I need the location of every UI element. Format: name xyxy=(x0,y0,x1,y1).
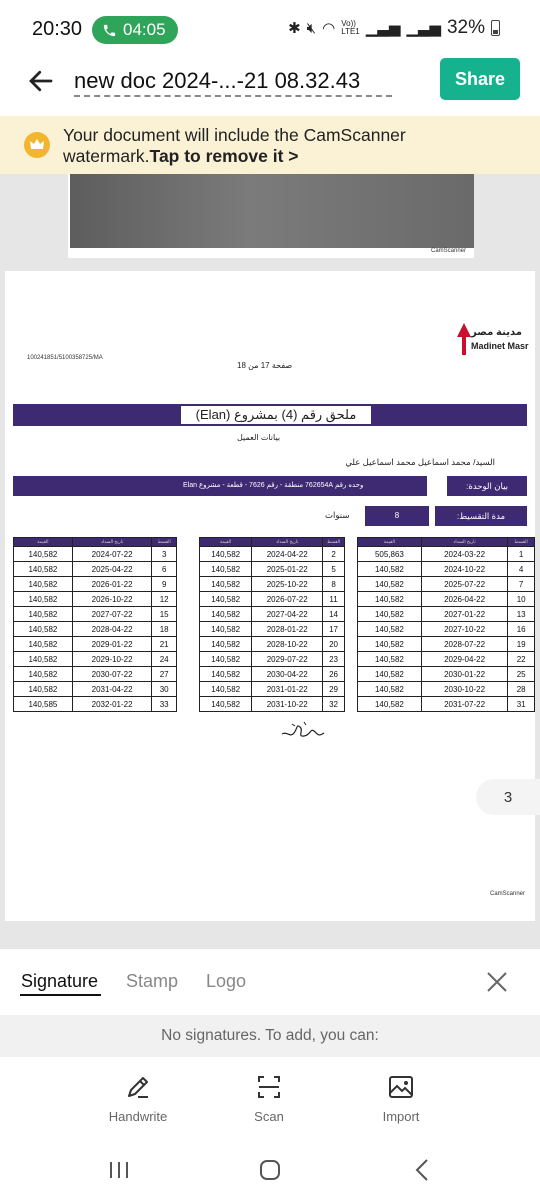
installment-number-cell: 29 xyxy=(323,682,345,697)
table-row xyxy=(358,622,535,637)
table-row xyxy=(358,562,535,577)
amount-cell: 140,582 xyxy=(358,637,422,652)
installment-number-cell: 21 xyxy=(152,637,177,652)
date-cell: 2024-10-22 xyxy=(421,562,507,577)
date-cell: 2026-07-22 xyxy=(252,592,323,607)
table-row xyxy=(358,682,535,697)
amount-cell: 140,582 xyxy=(358,562,422,577)
call-timer: 04:05 xyxy=(123,20,166,39)
date-cell: 2032-01-22 xyxy=(72,697,152,712)
amount-cell: 140,582 xyxy=(200,577,252,592)
date-cell: 2030-10-22 xyxy=(421,682,507,697)
app-header xyxy=(0,58,540,116)
amount-cell: 140,582 xyxy=(200,682,252,697)
unit-description: وحده رقم 762654A منطقة - رقم 7626 - قطعة - مشروع Elan xyxy=(183,482,364,489)
installment-number-cell: 33 xyxy=(152,697,177,712)
back-nav-icon[interactable] xyxy=(414,1158,430,1182)
bluetooth-icon: ✱ xyxy=(288,20,301,37)
amount-cell: 140,582 xyxy=(358,682,422,697)
date-cell: 2031-04-22 xyxy=(72,682,152,697)
table-row xyxy=(200,682,345,697)
amount-cell: 140,582 xyxy=(358,622,422,637)
document-code: 100241851/5100358725/MA xyxy=(27,355,103,361)
amount-cell: 140,582 xyxy=(200,652,252,667)
installment-number-cell: 26 xyxy=(323,667,345,682)
share-button[interactable]: Share xyxy=(440,58,520,100)
amount-cell: 140,582 xyxy=(14,607,73,622)
amount-cell: 140,582 xyxy=(14,667,73,682)
table-row xyxy=(358,577,535,592)
installment-number-cell: 19 xyxy=(508,637,535,652)
date-cell: 2028-04-22 xyxy=(72,622,152,637)
date-cell: 2031-01-22 xyxy=(252,682,323,697)
amount-cell: 140,582 xyxy=(14,622,73,637)
date-cell: 2025-01-22 xyxy=(252,562,323,577)
column-header: القيمة xyxy=(358,538,422,547)
camscanner-watermark: CamScanner xyxy=(430,248,466,254)
amount-cell: 140,582 xyxy=(200,667,252,682)
column-header: تاريخ السداد xyxy=(252,538,323,547)
amount-cell: 140,582 xyxy=(358,607,422,622)
installment-number-cell: 31 xyxy=(508,697,535,712)
date-cell: 2024-03-22 xyxy=(421,547,507,562)
current-page[interactable] xyxy=(5,271,535,921)
unit-label: بيان الوحدة: xyxy=(447,476,527,496)
date-cell: 2031-07-22 xyxy=(421,697,507,712)
installment-number-cell: 20 xyxy=(323,637,345,652)
date-cell: 2025-07-22 xyxy=(421,577,507,592)
amount-cell: 140,582 xyxy=(14,577,73,592)
company-logo xyxy=(457,323,527,373)
installment-number-cell: 27 xyxy=(152,667,177,682)
installment-number-cell: 9 xyxy=(152,577,177,592)
installment-number-cell: 13 xyxy=(508,607,535,622)
date-cell: 2031-10-22 xyxy=(252,697,323,712)
table-row xyxy=(358,652,535,667)
date-cell: 2028-07-22 xyxy=(421,637,507,652)
previous-page[interactable] xyxy=(68,174,474,258)
date-cell: 2029-01-22 xyxy=(72,637,152,652)
amount-cell: 140,582 xyxy=(200,607,252,622)
installment-number-cell: 24 xyxy=(152,652,177,667)
date-cell: 2024-07-22 xyxy=(72,547,152,562)
status-icons xyxy=(288,17,500,39)
amount-cell: 140,585 xyxy=(14,697,73,712)
banner-message xyxy=(63,125,523,167)
table-row xyxy=(14,577,177,592)
payment-table-left xyxy=(13,537,177,712)
table-row xyxy=(14,697,177,712)
installment-number-cell: 32 xyxy=(323,697,345,712)
logo-english: Madinet Masr xyxy=(471,341,529,351)
table-row xyxy=(14,652,177,667)
tab-logo[interactable]: Logo xyxy=(206,971,247,991)
page-number-label: صفحة 17 من 18 xyxy=(237,361,293,370)
scan-label: Scan xyxy=(254,1109,284,1124)
column-header: القسط xyxy=(323,538,345,547)
table-row xyxy=(358,637,535,652)
installment-number-cell: 17 xyxy=(323,622,345,637)
date-cell: 2025-04-22 xyxy=(72,562,152,577)
amount-cell: 140,582 xyxy=(14,562,73,577)
installment-number-cell: 8 xyxy=(323,577,345,592)
recent-apps-icon[interactable] xyxy=(108,1160,130,1180)
logo-stem xyxy=(462,335,466,355)
installment-number-cell: 10 xyxy=(508,592,535,607)
date-cell: 2029-10-22 xyxy=(72,652,152,667)
installment-number-cell: 14 xyxy=(323,607,345,622)
watermark-banner[interactable] xyxy=(0,116,540,174)
tab-stamp[interactable]: Stamp xyxy=(126,971,179,991)
camscanner-badge: CamScanner xyxy=(490,891,526,897)
scanned-photo xyxy=(70,174,474,248)
column-header: القيمة xyxy=(200,538,252,547)
date-cell: 2027-07-22 xyxy=(72,607,152,622)
table-row xyxy=(358,667,535,682)
table-row xyxy=(200,652,345,667)
table-row xyxy=(14,607,177,622)
unit-description-bar xyxy=(13,476,427,496)
document-viewer[interactable] xyxy=(0,174,540,949)
table-row xyxy=(14,547,177,562)
installment-number-cell: 5 xyxy=(323,562,345,577)
table-row xyxy=(200,547,345,562)
page-indicator[interactable]: 3 xyxy=(476,779,540,815)
date-cell: 2026-10-22 xyxy=(72,592,152,607)
installment-number-cell: 18 xyxy=(152,622,177,637)
handwrite-label: Handwrite xyxy=(108,1109,168,1124)
phone-icon xyxy=(102,23,117,38)
table-row xyxy=(200,697,345,712)
document-title-text: ملحق رقم (4) بمشروع (Elan) xyxy=(181,406,371,424)
table-row xyxy=(200,637,345,652)
mute-icon: 🔇︎ xyxy=(306,19,317,37)
amount-cell: 140,582 xyxy=(200,637,252,652)
battery-icon xyxy=(491,20,500,36)
table-row xyxy=(200,667,345,682)
crown-icon xyxy=(24,132,50,158)
date-cell: 2026-04-22 xyxy=(421,592,507,607)
amount-cell: 140,582 xyxy=(14,637,73,652)
status-time: 20:30 xyxy=(32,18,83,40)
network-type: Vo)) LTE1 xyxy=(341,19,360,36)
import-label: Import xyxy=(382,1109,420,1124)
amount-cell: 140,582 xyxy=(14,652,73,667)
column-header: القيمة xyxy=(14,538,73,547)
date-cell: 2029-04-22 xyxy=(421,652,507,667)
installment-period-unit: سنوات xyxy=(325,510,350,520)
installment-number-cell: 16 xyxy=(508,622,535,637)
installment-number-cell: 3 xyxy=(152,547,177,562)
handwrite-button[interactable] xyxy=(93,1073,183,1124)
amount-cell: 140,582 xyxy=(358,577,422,592)
amount-cell: 140,582 xyxy=(358,697,422,712)
banner-text: Your document will include the CamScanner watermark. xyxy=(63,125,406,166)
tab-signature[interactable]: Signature xyxy=(21,971,99,991)
table-row xyxy=(358,592,535,607)
date-cell: 2030-01-22 xyxy=(421,667,507,682)
active-tab-indicator xyxy=(20,994,101,996)
table-header-row xyxy=(200,538,345,547)
amount-cell: 140,582 xyxy=(358,652,422,667)
import-button[interactable] xyxy=(356,1073,446,1124)
date-cell: 2030-07-22 xyxy=(72,667,152,682)
table-row xyxy=(14,622,177,637)
handwritten-signature xyxy=(280,719,326,741)
system-nav-bar xyxy=(0,1140,540,1200)
amount-cell: 140,582 xyxy=(200,547,252,562)
amount-cell: 140,582 xyxy=(14,547,73,562)
table-row xyxy=(358,697,535,712)
client-data-label: بيانات العميل xyxy=(237,433,281,442)
table-row xyxy=(200,622,345,637)
close-icon[interactable] xyxy=(486,971,508,993)
table-row xyxy=(14,682,177,697)
installment-number-cell: 30 xyxy=(152,682,177,697)
amount-cell: 140,582 xyxy=(358,667,422,682)
amount-cell: 140,582 xyxy=(200,562,252,577)
installment-number-cell: 2 xyxy=(323,547,345,562)
amount-cell: 140,582 xyxy=(14,592,73,607)
status-bar xyxy=(0,0,540,58)
table-header-row xyxy=(358,538,535,547)
table-row xyxy=(200,607,345,622)
table-row xyxy=(14,592,177,607)
date-cell: 2028-10-22 xyxy=(252,637,323,652)
installment-number-cell: 28 xyxy=(508,682,535,697)
table-header-row xyxy=(14,538,177,547)
date-cell: 2028-01-22 xyxy=(252,622,323,637)
table-row xyxy=(358,547,535,562)
table-row xyxy=(14,562,177,577)
battery-level: 32% xyxy=(446,17,485,38)
amount-cell: 140,582 xyxy=(14,682,73,697)
installment-number-cell: 12 xyxy=(152,592,177,607)
date-cell: 2027-10-22 xyxy=(421,622,507,637)
signal-2-icon: ▁▃▅ xyxy=(406,20,441,37)
installment-number-cell: 11 xyxy=(323,592,345,607)
table-row xyxy=(14,637,177,652)
column-header: تاريخ السداد xyxy=(421,538,507,547)
home-icon[interactable] xyxy=(259,1159,281,1181)
date-cell: 2030-04-22 xyxy=(252,667,323,682)
date-cell: 2026-01-22 xyxy=(72,577,152,592)
call-indicator[interactable] xyxy=(92,16,178,44)
table-row xyxy=(14,667,177,682)
date-cell: 2027-04-22 xyxy=(252,607,323,622)
date-cell: 2024-04-22 xyxy=(252,547,323,562)
table-row xyxy=(200,592,345,607)
installment-number-cell: 22 xyxy=(508,652,535,667)
logo-arabic: مدينة مصر xyxy=(471,327,522,338)
installment-number-cell: 1 xyxy=(508,547,535,562)
date-cell: 2025-10-22 xyxy=(252,577,323,592)
installment-number-cell: 15 xyxy=(152,607,177,622)
scan-button[interactable] xyxy=(224,1073,314,1124)
table-row xyxy=(200,562,345,577)
installment-number-cell: 7 xyxy=(508,577,535,592)
empty-signatures-message: No signatures. To add, you can: xyxy=(0,1015,540,1057)
payment-table-right xyxy=(357,537,535,712)
signal-icon: ▁▃▅ xyxy=(365,20,401,37)
date-cell: 2027-01-22 xyxy=(421,607,507,622)
installment-number-cell: 23 xyxy=(323,652,345,667)
table-row xyxy=(358,607,535,622)
date-cell: 2029-07-22 xyxy=(252,652,323,667)
title-bar xyxy=(13,404,527,426)
client-name: السيد/ محمد اسماعيل محمد اسماعيل علي xyxy=(345,457,495,467)
column-header: القسط xyxy=(152,538,177,547)
table-row xyxy=(200,577,345,592)
installment-number-cell: 25 xyxy=(508,667,535,682)
pen-icon xyxy=(124,1073,152,1101)
amount-cell: 140,582 xyxy=(200,697,252,712)
document-title[interactable]: new doc 2024-...-21 08.32.43 xyxy=(74,68,392,97)
installment-number-cell: 6 xyxy=(152,562,177,577)
column-header: القسط xyxy=(508,538,535,547)
amount-cell: 505,863 xyxy=(358,547,422,562)
image-icon xyxy=(387,1073,415,1101)
column-header: تاريخ السداد xyxy=(72,538,152,547)
amount-cell: 140,582 xyxy=(200,592,252,607)
remove-watermark-link[interactable]: Tap to remove it > xyxy=(149,146,299,166)
installment-number-cell: 4 xyxy=(508,562,535,577)
installment-period-label: مدة التقسيط: xyxy=(435,506,527,526)
payment-table-middle xyxy=(199,537,345,712)
scan-icon xyxy=(255,1073,283,1101)
amount-cell: 140,582 xyxy=(200,622,252,637)
installment-period-value: 8 xyxy=(365,506,429,526)
amount-cell: 140,582 xyxy=(358,592,422,607)
wifi-icon: ◠ xyxy=(322,20,336,37)
back-arrow-icon[interactable] xyxy=(26,66,56,96)
